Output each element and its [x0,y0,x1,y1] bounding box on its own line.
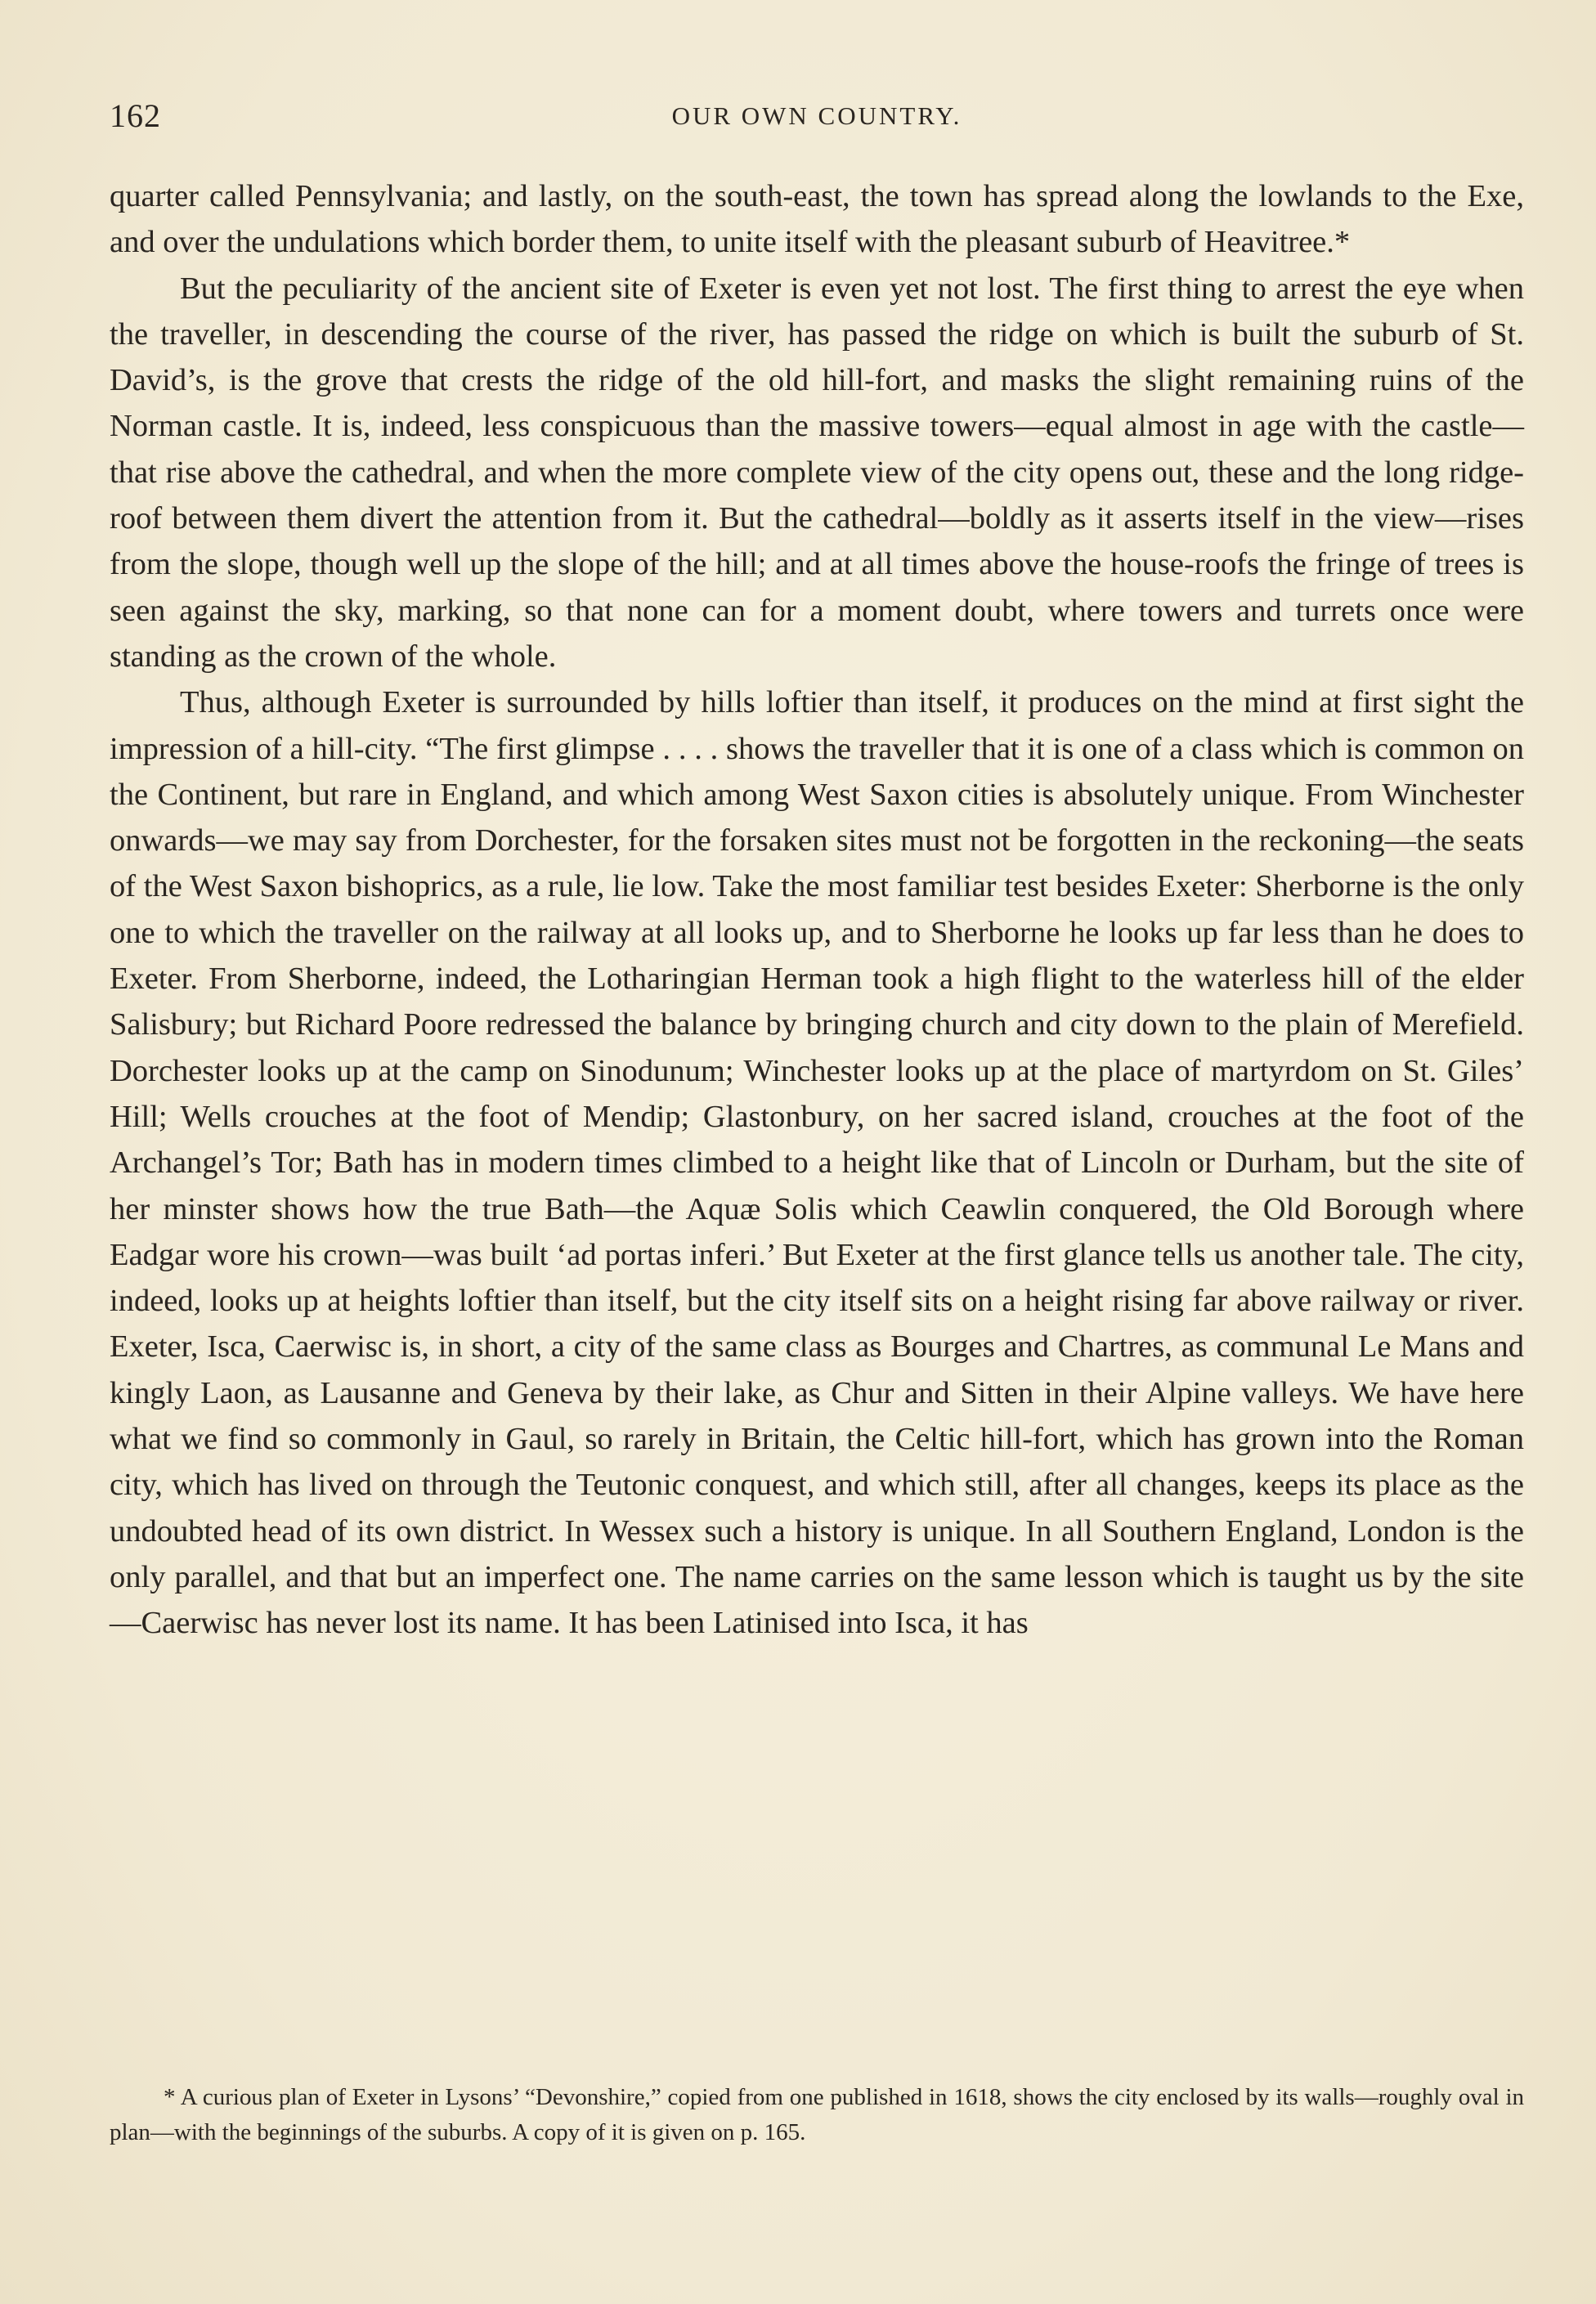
paragraph-site-of-exeter: But the peculiarity of the ancient site of Exeter is even yet not lost. The first thing to arrest the eye when the traveller, in descending the course of the river, has passed the ridge on which is built the suburb of St. David’s, is the grove that crests the ridge of the old hill-fort, and masks the slight remaining ruins of the Norman castle. It is, indeed, less conspicuous than the massive towers—equal almost in age with the castle—that rise above the cathedral, and when the more complete view of the city opens out, these and the long ridge-roof between them divert the attention from it. But the cathedral—boldly as it asserts itself in the view—rises from the slope, though well up the slope of the hill; and at all times above the house-roofs the fringe of trees is seen against the sky, marking, so that none can for a moment doubt, where towers and turrets once were standing as the crown of the whole. [110,271,1524,674]
main-text [110,173,1524,1647]
page-header [110,96,1524,146]
page-number: 162 [110,97,161,134]
footnote [110,2080,1524,2150]
footnote-text: * A curious plan of Exeter in Lysons’ “Devonshire,” copied from one published in 1618, shows the city enclosed by its walls—roughly oval in plan—with the beginnings of the suburbs. A copy of it is given on p. 165. [110,2084,1524,2145]
paragraph-hill-city: Thus, although Exeter is surrounded by hills loftier than itself, it produces on the mind at first sight the impression of a hill-city. “The first glimpse . . . . shows the traveller that it is one of a class which is common on the Continent, but rare in England, and which among West Saxon cities is absolutely unique. From Winchester onwards—we may say from Dorchester, for the forsaken sites must not be forgotten in the reckoning—the seats of the West Saxon bishoprics, as a rule, lie low. Take the most familiar test besides Exeter: Sherborne is the only one to which the traveller on the railway at all looks up, and to Sherborne he looks up far less than he does to Exeter. From Sherborne, indeed, the Lotharingian Herman took a high flight to the waterless hill of the elder Salisbury; but Richard Poore redressed the balance by bringing church and city down to the plain of Merefield. Dorchester looks up at the camp on Sinodunum; Winchester looks up at the place of martyrdom on St. Giles’ Hill; Wells crouches at the foot of Mendip; Glastonbury, on her sacred island, crouches at the foot of the Archangel’s Tor; Bath has in modern times climbed to a height like that of Lincoln or Durham, but the site of her minster shows how the true Bath—the Aquæ Solis which Ceawlin conquered, the Old Borough where Eadgar wore his crown—was built ‘ad portas inferi.’ But Exeter at the first glance tells us another tale. The city, indeed, looks up at heights loftier than itself, but the city itself sits on a height rising far above railway or river. Exeter, Isca, Caerwisc is, in short, a city of the same class as Bourges and Chartres, as communal Le Mans and kingly Laon, as Lausanne and Geneva by their lake, as Chur and Sitten in their Alpine valleys. We have here what we find so commonly in Gaul, so rarely in Britain, the Celtic hill-fort, which has grown into the Roman city, which has lived on through the Teutonic conquest, and which still, after all changes, keeps its place as the undoubted head of its own district. In Wessex such a history is unique. In all Southern England, London is the only parallel, and that but an imperfect one. The name carries on the same lesson which is taught us by the site—Caerwisc has never lost its name. It has been Latinised into Isca, it has [110,685,1524,1641]
paragraph-continuation: quarter called Pennsylvania; and lastly, on the south-east, the town has spread along the lowlands to the Exe, and over the undulations which border them, to unite itself with the pleasant suburb of Heavitree.* [110,179,1524,260]
running-head: OUR OWN COUNTRY. [671,101,962,130]
